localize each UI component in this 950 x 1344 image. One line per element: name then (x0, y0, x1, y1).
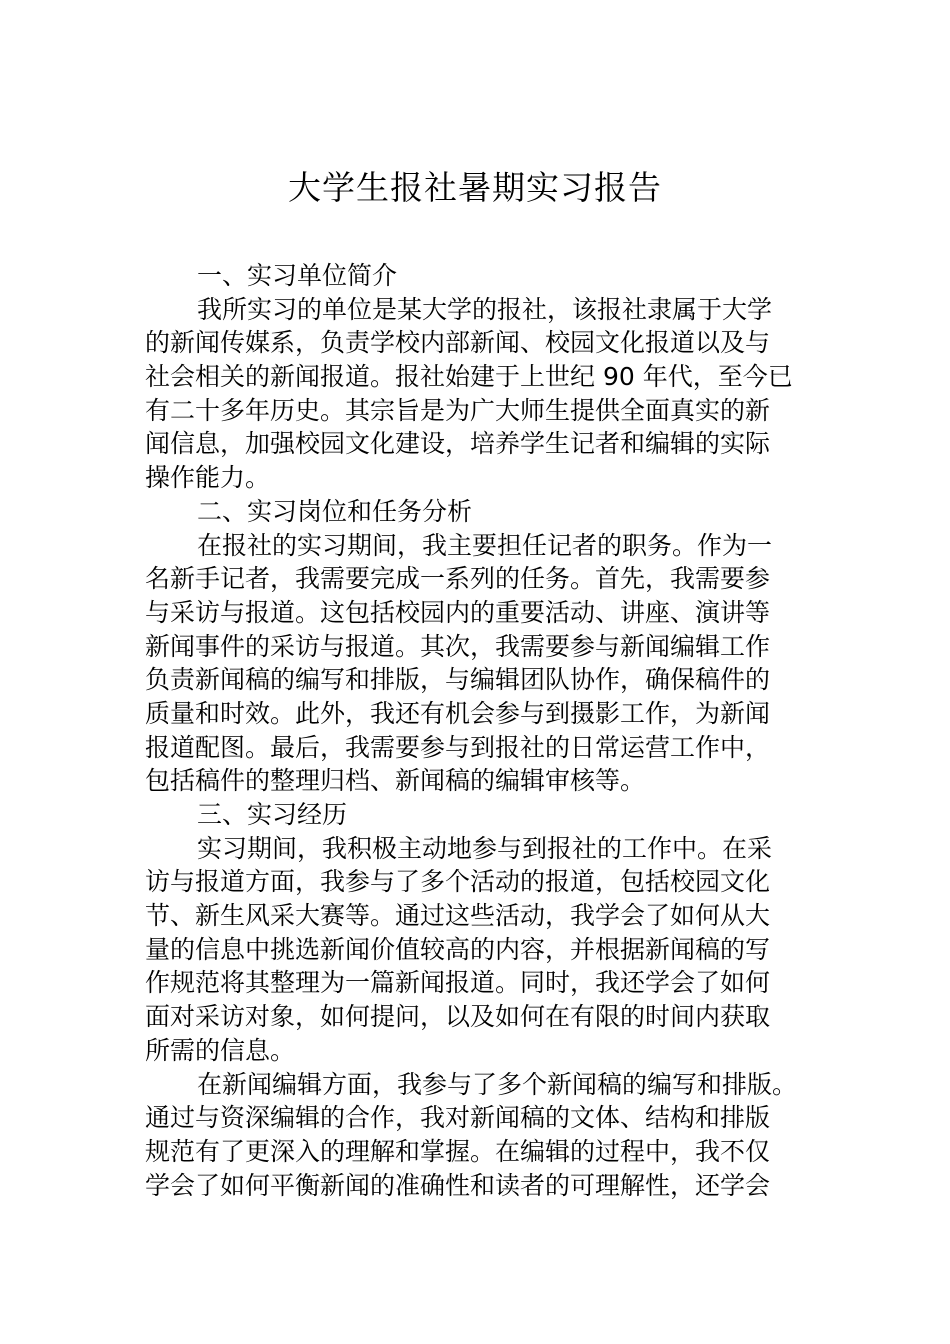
text-line: 新闻事件的采访与报道。其次，我需要参与新闻编辑工作 (145, 631, 771, 661)
text-line: 访与报道方面，我参与了多个活动的报道，包括校园文化 (145, 867, 771, 897)
text-line: 在报社的实习期间，我主要担任记者的职务。作为一 (197, 530, 773, 560)
text-line: 报道配图。最后，我需要参与到报社的日常运营工作中， (145, 732, 771, 762)
text-line: 三、实习经历 (197, 800, 348, 829)
text-line: 质量和时效。此外，我还有机会参与到摄影工作，为新闻 (145, 698, 771, 728)
text-line: 学会了如何平衡新闻的准确性和读者的可理解性，还学会 (145, 1170, 771, 1200)
text-line: 的新闻传媒系，负责学校内部新闻、校园文化报道以及与 (145, 328, 771, 358)
text-line: 名新手记者，我需要完成一系列的任务。首先，我需要参 (145, 564, 771, 594)
text-line: 一、实习单位简介 (197, 261, 398, 290)
text-line: 作规范将其整理为一篇新闻报道。同时，我还学会了如何 (145, 968, 771, 998)
text-line: 在新闻编辑方面，我参与了多个新闻稿的编写和排版。 (197, 1069, 798, 1099)
text-line: 通过与资深编辑的合作，我对新闻稿的文体、结构和排版 (145, 1103, 771, 1133)
text-line: 我所实习的单位是某大学的报社，该报社隶属于大学 (197, 294, 773, 324)
text-line: 闻信息，加强校园文化建设，培养学生记者和编辑的实际 (145, 429, 771, 459)
text-line: 操作能力。 (145, 463, 271, 493)
text-line: 社会相关的新闻报道。报社始建于上世纪 90 年代，至今已 (145, 362, 793, 392)
text-line: 所需的信息。 (145, 1035, 296, 1065)
text-line: 量的信息中挑选新闻价值较高的内容，并根据新闻稿的写 (145, 934, 771, 964)
text-line: 与采访与报道。这包括校园内的重要活动、讲座、演讲等 (145, 597, 771, 627)
text-line: 规范有了更深入的理解和掌握。在编辑的过程中，我不仅 (145, 1136, 771, 1166)
text-line: 面对采访对象，如何提问，以及如何在有限的时间内获取 (145, 1002, 771, 1032)
text-line: 二、实习岗位和任务分析 (197, 496, 473, 526)
text-line: 实习期间，我积极主动地参与到报社的工作中。在采 (197, 833, 773, 863)
text-line: 负责新闻稿的编写和排版，与编辑团队协作，确保稿件的 (145, 665, 771, 695)
text-line: 有二十多年历史。其宗旨是为广大师生提供全面真实的新 (145, 395, 771, 425)
text-line: 包括稿件的整理归档、新闻稿的编辑审核等。 (145, 766, 646, 796)
document-title: 大学生报社暑期实习报告 (288, 168, 662, 207)
text-line: 节、新生风采大赛等。通过这些活动，我学会了如何从大 (145, 901, 771, 931)
document-body (145, 259, 807, 1202)
